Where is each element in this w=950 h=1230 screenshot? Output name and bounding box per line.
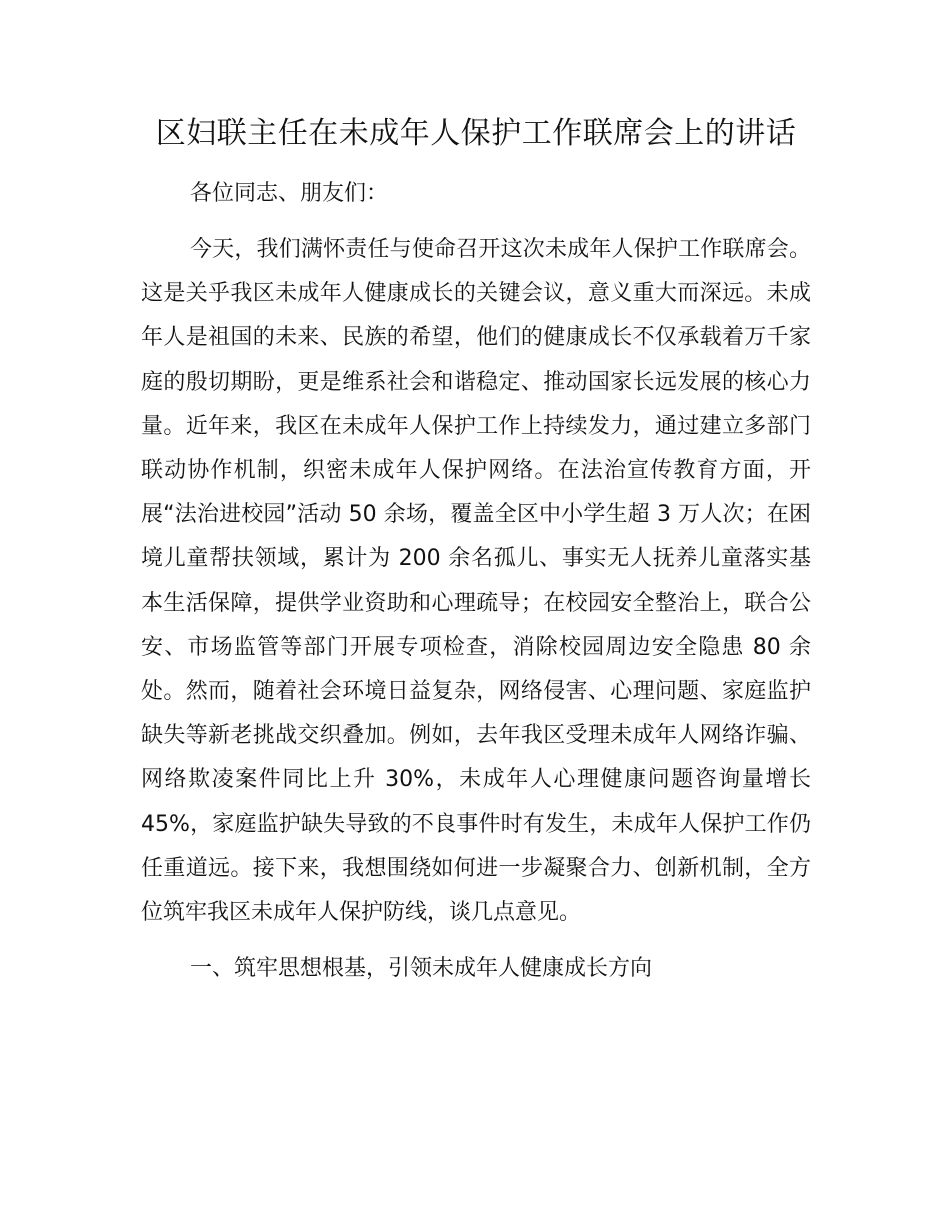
section-heading: 一、筑牢思想根基，引领未成年人健康成长方向 [190,956,653,982]
document-title: 区妇联主任在未成年人保护工作联席会上的讲话 [155,116,797,151]
body-paragraph: 今天，我们满怀责任与使命召开这次未成年人保护工作联席会。这是关乎我区未成年人健康成长的关键会议，意义重大而深远。未成年人是祖国的未来、民族的希望，他们的健康成长不仅承载着万千家庭的殷切期盼，更是维系社会和谐稳定、推动国家长远发展的核心力量。近年来，我区在未成年人保护工作上持续发力，通过建立多部门联动协作机制，织密未成年人保护网络。在法治宣传教育方面，开展“法治进校园”活动 50 余场，覆盖全区中小学生超 3 万人次；在困境儿童帮扶领域，累计为 200 余名孤儿、事实无人抚养儿童落实基本生活保障，提供学业资助和心理疏导；在校园安全整治上，联合公安、市场监管等部门开展专项检查，消除校园周边安全隐患 80 余处。然而，随着社会环境日益复杂，网络侵害、心理问题、家庭监护缺失等新老挑战交织叠加。例如，去年我区受理未成年人网络诈骗、网络欺凌案件同比上升 30%，未成年人心理健康问题咨询量增长 45%，家庭监护缺失导致的不良事件时有发生，未成年人保护工作仍任重道远。接下来，我想围绕如何进一步凝聚合力、创新机制，全方位筑牢我区未成年人保护防线，谈几点意见。 [141,237,811,926]
document-page [141,112,811,991]
salutation: 各位同志、朋友们： [190,181,389,206]
